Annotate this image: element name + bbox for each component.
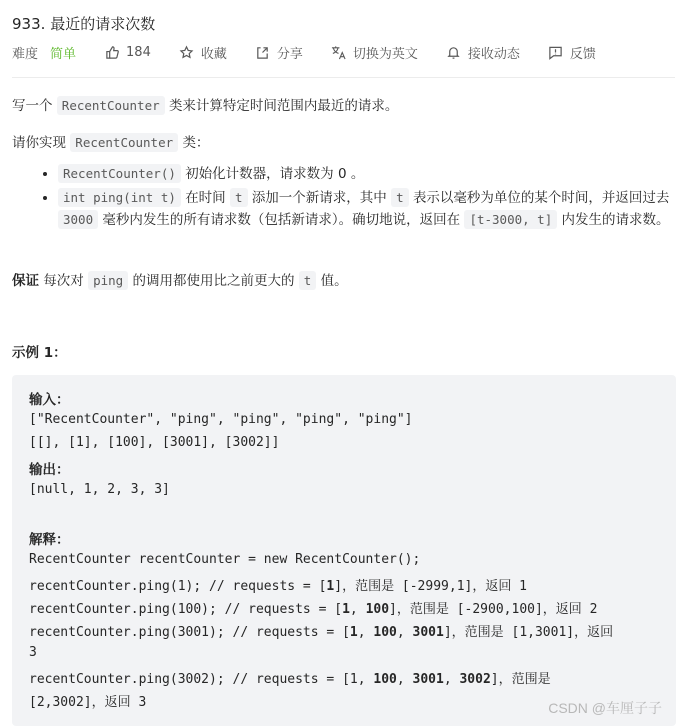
problem-title	[12, 13, 155, 34]
share-label: 分享	[276, 46, 303, 62]
text: 100	[373, 672, 397, 687]
subscribe-button[interactable]	[446, 43, 520, 62]
text: 表示以毫秒为单位的某个时间，并返回过去	[412, 190, 670, 206]
text: ]，范围是 [-2999,1]，返回 1	[334, 579, 527, 594]
text: ]，范围是 [-2900,100]，返回 2	[389, 602, 598, 617]
explain-line	[29, 598, 597, 617]
difficulty-label: 难度	[12, 46, 39, 62]
text: 1	[326, 579, 335, 594]
output-line: [null, 1, 2, 3, 3]	[29, 482, 170, 497]
method-list	[36, 163, 685, 231]
feedback-icon	[548, 44, 564, 60]
text: 3002	[459, 672, 491, 687]
example-block	[12, 375, 676, 726]
switch-language-button[interactable]	[331, 43, 418, 62]
text: 1	[342, 602, 350, 617]
text: 写一个	[12, 98, 53, 114]
share-icon	[255, 44, 271, 60]
explain-line	[29, 668, 551, 687]
inline-code: [t-3000, t]	[464, 210, 557, 229]
switch-language-label: 切换为英文	[352, 46, 418, 62]
text: ,	[396, 625, 413, 640]
difficulty-badge: 简单	[50, 46, 77, 62]
explain-line: RecentCounter recentCounter = new RecentCounter();	[29, 552, 421, 567]
text: 3001	[412, 625, 444, 640]
method-item-ping	[58, 187, 685, 231]
guarantee-label: 保证	[12, 273, 39, 289]
favorite-button[interactable]	[179, 43, 227, 62]
problem-name: 最近的请求次数	[50, 15, 156, 33]
inline-code: RecentCounter()	[58, 164, 181, 183]
text: recentCounter.ping(3001); // requests = [	[29, 625, 350, 640]
subscribe-label: 接收动态	[467, 46, 520, 62]
method-item-constructor	[58, 163, 685, 185]
description-paragraph-1	[12, 94, 398, 114]
text: 的调用都使用比之前更大的	[132, 273, 295, 289]
inline-code: RecentCounter	[70, 133, 178, 152]
text: 在时间	[185, 190, 226, 206]
text: 3001	[412, 672, 444, 687]
inline-code: int ping(int t)	[58, 188, 181, 207]
text: recentCounter.ping(1); // requests = [	[29, 579, 327, 594]
text: ]，范围是 [1,3001]，返回	[443, 625, 614, 640]
text: 类：	[182, 135, 210, 151]
inline-code: 3000	[58, 210, 98, 229]
text: 值。	[320, 273, 348, 289]
text: ,	[396, 672, 413, 687]
text: 毫秒内发生的所有请求数（包括新请求）。确切地说，返回在	[102, 212, 461, 228]
explain-line: [2,3002]，返回 3	[29, 695, 147, 710]
inline-code: t	[299, 271, 317, 290]
text: 内发生的请求数。	[561, 212, 670, 228]
description-paragraph-2	[12, 131, 209, 151]
inline-code: ping	[88, 271, 128, 290]
text: ,	[443, 672, 460, 687]
text: 请你实现	[12, 135, 66, 151]
problem-number: 933.	[12, 15, 46, 33]
input-line-2: [[], [1], [100], [3001], [3002]]	[29, 435, 280, 450]
bell-icon	[446, 44, 462, 60]
text: 类来计算特定时间范围内最近的请求。	[168, 98, 399, 114]
guarantee-paragraph	[12, 269, 348, 289]
inline-code: t	[391, 188, 409, 207]
like-count: 184	[126, 44, 151, 60]
example-title: 示例 1：	[12, 345, 67, 361]
input-line-1: ["RecentCounter", "ping", "ping", "ping", "ping"]	[29, 412, 413, 427]
text: 1	[349, 625, 358, 640]
like-button[interactable]	[104, 44, 151, 60]
explain-line	[29, 575, 527, 594]
text: recentCounter.ping(3002); // requests = [1,	[29, 672, 374, 687]
explain-line: 3	[29, 645, 37, 660]
input-label: 输入：	[29, 392, 70, 408]
text: ,	[349, 602, 366, 617]
problem-meta-bar	[12, 42, 596, 62]
output-label: 输出：	[29, 462, 70, 478]
header-divider	[12, 77, 675, 78]
favorite-label: 收藏	[200, 46, 227, 62]
explain-label: 解释：	[29, 532, 70, 548]
feedback-button[interactable]	[548, 43, 596, 62]
text: ,	[357, 625, 374, 640]
star-icon	[179, 44, 195, 60]
share-button[interactable]	[255, 43, 303, 62]
text: 100	[365, 602, 390, 617]
thumbs-up-icon	[104, 44, 120, 60]
text: recentCounter.ping(100); // requests = [	[29, 602, 343, 617]
text: 每次对	[43, 273, 84, 289]
translate-icon	[331, 44, 347, 60]
text: 初始化计数器，请求数为 0 。	[185, 166, 365, 182]
text: 100	[373, 625, 397, 640]
watermark: CSDN @车厘子子	[548, 700, 662, 716]
feedback-label: 反馈	[569, 46, 596, 62]
inline-code: RecentCounter	[57, 96, 165, 115]
inline-code: t	[230, 188, 248, 207]
explain-line	[29, 621, 613, 640]
text: ]，范围是	[490, 672, 551, 687]
text: 添加一个新请求，其中	[251, 190, 387, 206]
